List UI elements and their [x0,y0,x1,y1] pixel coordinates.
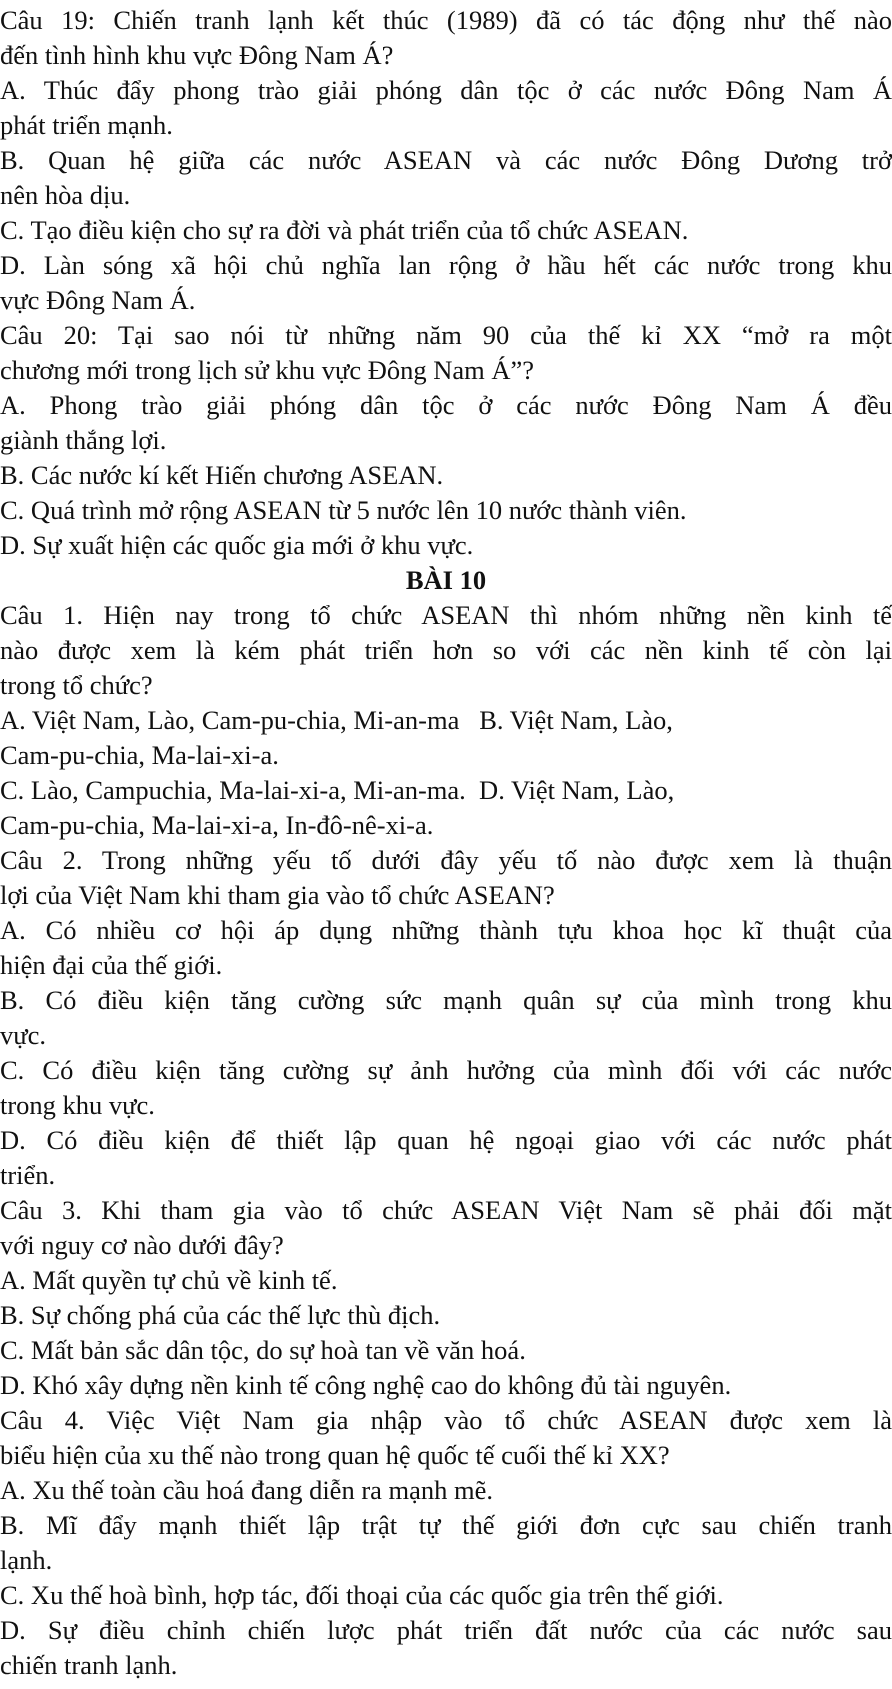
text-line: biểu hiện của xu thế nào trong quan hệ quốc tế cuối thế kỉ XX? [0,1440,670,1470]
text-line: đến tình hình khu vực Đông Nam Á? [0,40,394,70]
text-line: A. Xu thế toàn cầu hoá đang diễn ra mạnh mẽ. [0,1475,494,1505]
text-line: trong tổ chức? [0,670,153,700]
text-line: B. Các nước kí kết Hiến chương ASEAN. [0,460,444,490]
text-line: D. Có điều kiện để thiết lập quan hệ ngoại giao với các nước phát [0,1125,892,1155]
text-line: C. Xu thế hoà bình, hợp tác, đối thoại của các quốc gia trên thế giới. [0,1580,724,1610]
text-line: A. Việt Nam, Lào, Cam-pu-chia, Mi-an-ma B. Việt Nam, Lào, [0,705,673,735]
text-line: triển. [0,1160,56,1190]
text-line: Cam-pu-chia, Ma-lai-xi-a. [0,740,279,770]
text-line: A. Thúc đẩy phong trào giải phóng dân tộc ở các nước Đông Nam Á [0,75,892,105]
text-line: C. Mất bản sắc dân tộc, do sự hoà tan về văn hoá. [0,1335,526,1365]
text-line: Câu 3. Khi tham gia vào tổ chức ASEAN Việt Nam sẽ phải đối mặt [0,1195,892,1225]
text-line: B. Mĩ đẩy mạnh thiết lập trật tự thế giới đơn cực sau chiến tranh [0,1510,892,1540]
text-line: D. Khó xây dựng nền kinh tế công nghệ cao do không đủ tài nguyên. [0,1370,732,1400]
text-line: nên hòa dịu. [0,180,131,210]
text-line: lợi của Việt Nam khi tham gia vào tổ chức ASEAN? [0,880,555,910]
text-line: Câu 2. Trong những yếu tố dưới đây yếu tố nào được xem là thuận [0,845,892,875]
text-line: D. Sự xuất hiện các quốc gia mới ở khu vực. [0,530,474,560]
text-line: C. Có điều kiện tăng cường sự ảnh hưởng của mình đối với các nước [0,1055,892,1085]
text-line: nào được xem là kém phát triển hơn so với các nền kinh tế còn lại [0,635,892,665]
text-line: A. Phong trào giải phóng dân tộc ở các nước Đông Nam Á đều [0,390,892,420]
text-line: D. Làn sóng xã hội chủ nghĩa lan rộng ở hầu hết các nước trong khu [0,250,892,280]
text-line: giành thắng lợi. [0,425,167,455]
text-line: A. Mất quyền tự chủ về kinh tế. [0,1265,338,1295]
text-line: phát triển mạnh. [0,110,173,140]
text-line: lạnh. [0,1545,53,1575]
text-line: B. Quan hệ giữa các nước ASEAN và các nước Đông Dương trở [0,145,892,175]
text-line: hiện đại của thế giới. [0,950,223,980]
section-title: BÀI 10 [405,565,487,595]
text-line: C. Quá trình mở rộng ASEAN từ 5 nước lên 10 nước thành viên. [0,495,687,525]
text-line: trong khu vực. [0,1090,155,1120]
text-line: C. Tạo điều kiện cho sự ra đời và phát triển của tổ chức ASEAN. [0,215,689,245]
text-line: B. Sự chống phá của các thế lực thù địch. [0,1300,441,1330]
text-line: Câu 1. Hiện nay trong tổ chức ASEAN thì nhóm những nền kinh tế [0,600,892,630]
text-line: C. Lào, Campuchia, Ma-lai-xi-a, Mi-an-ma. D. Việt Nam, Lào, [0,775,675,805]
text-line: Câu 19: Chiến tranh lạnh kết thúc (1989) đã có tác động như thế nào [0,5,892,35]
text-line: vực. [0,1020,46,1050]
text-line: với nguy cơ nào dưới đây? [0,1230,284,1260]
text-line: B. Có điều kiện tăng cường sức mạnh quân sự của mình trong khu [0,985,892,1015]
text-line: vực Đông Nam Á. [0,285,196,315]
text-line: Câu 4. Việc Việt Nam gia nhập vào tổ chức ASEAN được xem là [0,1405,892,1435]
text-line: Cam-pu-chia, Ma-lai-xi-a, In-đô-nê-xi-a. [0,810,434,840]
text-line: Câu 20: Tại sao nói từ những năm 90 của thế kỉ XX “mở ra một [0,320,892,350]
text-line: A. Có nhiều cơ hội áp dụng những thành tựu khoa học kĩ thuật của [0,915,892,945]
text-line: D. Sự điều chỉnh chiến lược phát triển đất nước của các nước sau [0,1615,892,1645]
text-line: chương mới trong lịch sử khu vực Đông Nam Á”? [0,355,535,385]
text-line: chiến tranh lạnh. [0,1650,178,1680]
